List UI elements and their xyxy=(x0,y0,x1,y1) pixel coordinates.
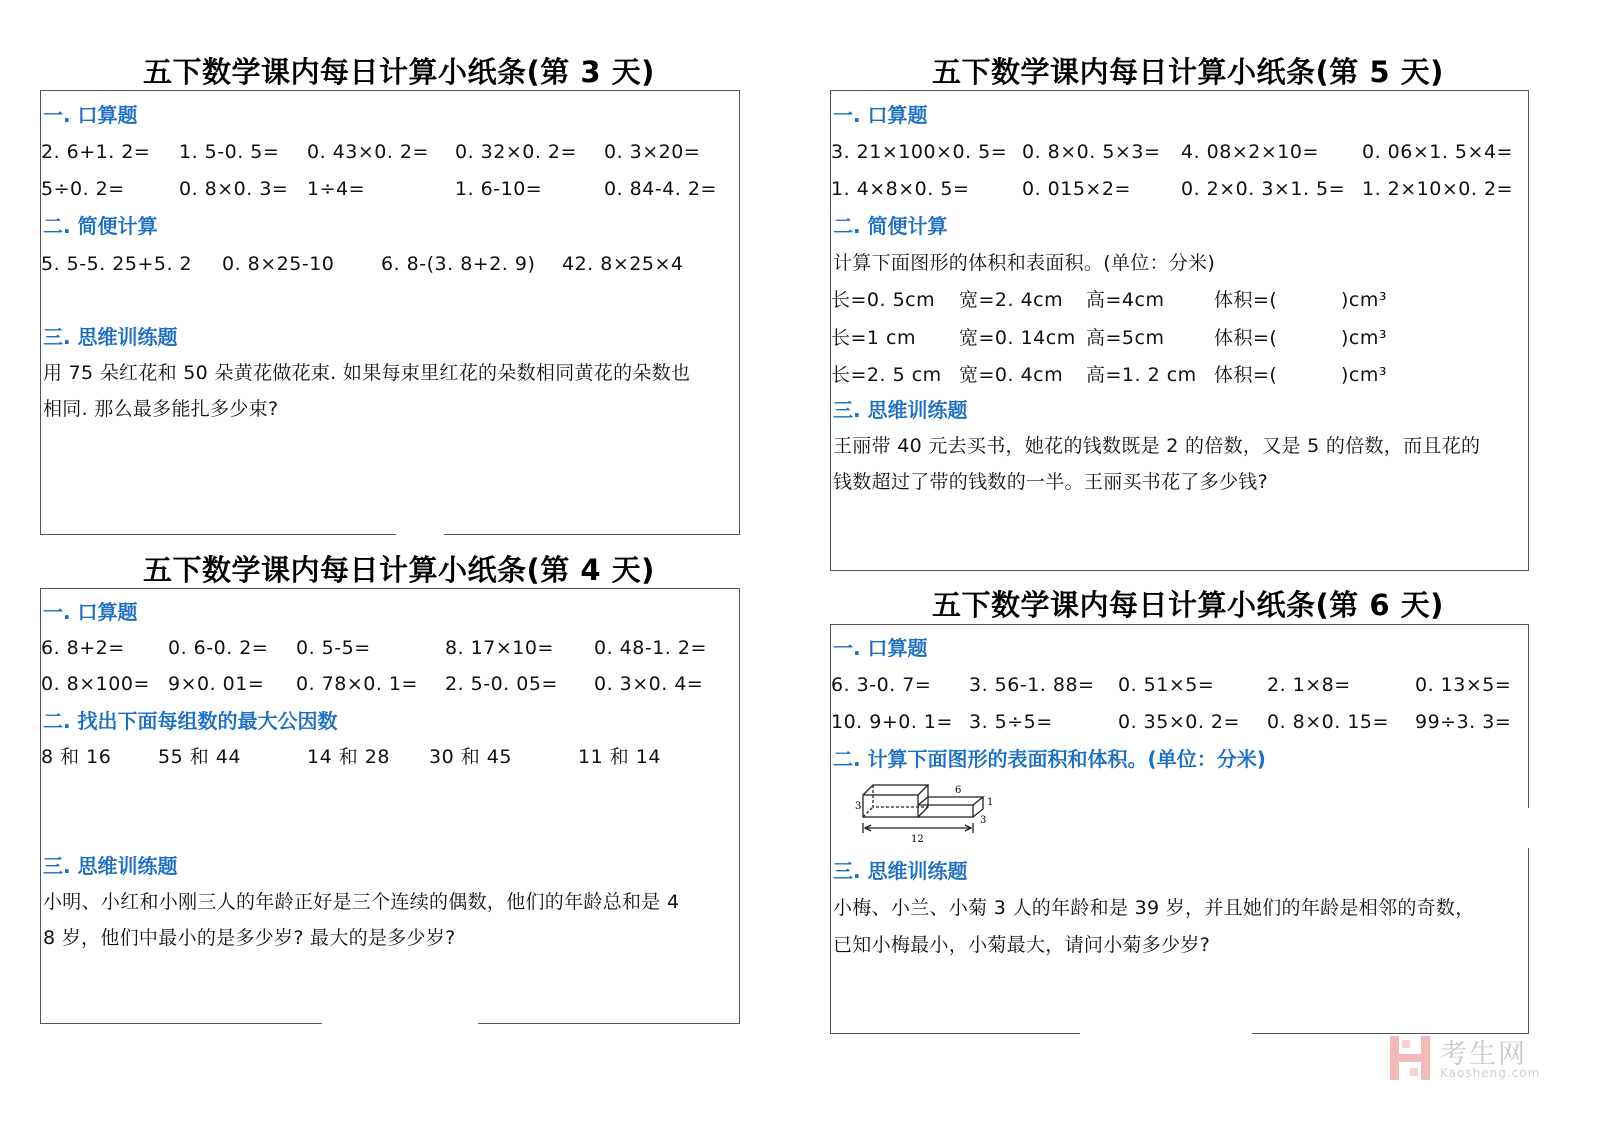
watermark-url: Kaosheng.com xyxy=(1440,1066,1541,1080)
border-gap xyxy=(1526,808,1532,848)
oral-item: 0. 84-4. 2= xyxy=(604,178,717,200)
oral-item: 0. 35×0. 2= xyxy=(1118,711,1240,733)
oral-item: 0. 43×0. 2= xyxy=(307,141,429,163)
oral-item: 2. 6+1. 2= xyxy=(41,141,151,163)
section-simple-heading: 二. 简便计算 xyxy=(43,214,158,238)
shape-width: 宽=0. 14cm xyxy=(959,327,1076,349)
figure-label-top: 6 xyxy=(955,785,962,796)
simple-item: 5. 5-5. 25+5. 2 xyxy=(41,253,193,275)
gcd-item: 11 和 14 xyxy=(578,746,661,768)
simple-item: 6. 8-(3. 8+2. 9) xyxy=(381,253,536,275)
card-day3 xyxy=(40,90,740,535)
shape-height: 高=1. 2 cm xyxy=(1086,364,1197,386)
oral-item: 9×0. 01= xyxy=(168,673,265,695)
oral-item: 0. 06×1. 5×4= xyxy=(1362,141,1513,163)
shape-height: 高=5cm xyxy=(1086,327,1165,349)
shape-volume-blank: 体积=( xyxy=(1214,289,1278,311)
oral-item: 6. 3-0. 7= xyxy=(831,674,932,696)
shape-width: 宽=2. 4cm xyxy=(959,289,1064,311)
gcd-item: 14 和 28 xyxy=(307,746,390,768)
oral-item: 0. 32×0. 2= xyxy=(455,141,577,163)
section-oral-heading: 一. 口算题 xyxy=(833,636,928,660)
gcd-item: 55 和 44 xyxy=(158,746,241,768)
thinking-text-line: 小明、小红和小刚三人的年龄正好是三个连续的偶数，他们的年龄总和是 4 xyxy=(43,891,680,913)
watermark xyxy=(1388,1032,1541,1086)
watermark-name: 考生网 xyxy=(1440,1039,1527,1070)
oral-item: 0. 8×100= xyxy=(41,673,150,695)
shape-width: 宽=0. 4cm xyxy=(959,364,1064,386)
oral-item: 0. 8×0. 5×3= xyxy=(1022,141,1161,163)
border-gap xyxy=(396,533,444,537)
section-oral-heading: 一. 口算题 xyxy=(833,103,928,127)
card-title-day3: 五下数学课内每日计算小纸条(第 3 天) xyxy=(143,55,655,89)
oral-item: 1. 6-10= xyxy=(455,178,543,200)
thinking-text-line: 王丽带 40 元去买书，她花的钱数既是 2 的倍数，又是 5 的倍数，而且花的 xyxy=(833,435,1481,457)
section-gcd-heading: 二. 找出下面每组数的最大公因数 xyxy=(43,709,338,733)
oral-item: 0. 78×0. 1= xyxy=(296,673,418,695)
section-simple-heading: 二. 简便计算 xyxy=(833,214,948,238)
oral-item: 1. 5-0. 5= xyxy=(179,141,280,163)
simple-item: 0. 8×25-10 xyxy=(222,253,335,275)
oral-item: 2. 1×8= xyxy=(1267,674,1351,696)
figure-label-right: 1 xyxy=(987,797,994,808)
oral-item: 0. 8×0. 15= xyxy=(1267,711,1389,733)
shape-instruction: 计算下面图形的体积和表面积。(单位：分米) xyxy=(833,252,1216,274)
cuboid-figure xyxy=(853,775,1033,847)
card-day5 xyxy=(830,90,1529,571)
shape-length: 长=0. 5cm xyxy=(831,289,936,311)
shape-length: 长=1 cm xyxy=(831,327,917,349)
section-thinking-heading: 三. 思维训练题 xyxy=(833,859,968,883)
oral-item: 1÷4= xyxy=(307,178,366,200)
oral-item: 0. 015×2= xyxy=(1022,178,1131,200)
oral-item: 0. 48-1. 2= xyxy=(594,637,707,659)
oral-item: 4. 08×2×10= xyxy=(1181,141,1319,163)
thinking-text-line: 钱数超过了带的钱数的一半。王丽买书花了多少钱? xyxy=(833,471,1268,493)
shape-height: 高=4cm xyxy=(1086,289,1165,311)
oral-item: 0. 3×0. 4= xyxy=(594,673,704,695)
thinking-text-line: 8 岁，他们中最小的是多少岁? 最大的是多少岁? xyxy=(43,927,456,949)
card-title-day5: 五下数学课内每日计算小纸条(第 5 天) xyxy=(932,55,1444,89)
shape-volume-blank: 体积=( xyxy=(1214,364,1278,386)
oral-item: 99÷3. 3= xyxy=(1415,711,1512,733)
shape-length: 长=2. 5 cm xyxy=(831,364,942,386)
section-thinking-heading: 三. 思维训练题 xyxy=(833,398,968,422)
thinking-text-line: 用 75 朵红花和 50 朵黄花做花束. 如果每束里红花的朵数相同黄花的朵数也 xyxy=(43,362,691,384)
thinking-text-line: 相同. 那么最多能扎多少束? xyxy=(43,398,279,420)
oral-item: 0. 3×20= xyxy=(604,141,701,163)
shape-volume-unit: )cm³ xyxy=(1341,364,1387,386)
card-title-day6: 五下数学课内每日计算小纸条(第 6 天) xyxy=(932,588,1444,622)
oral-item: 3. 56-1. 88= xyxy=(969,674,1095,696)
oral-item: 2. 5-0. 05= xyxy=(445,673,558,695)
section-figure-heading: 二. 计算下面图形的表面积和体积。(单位：分米) xyxy=(833,747,1266,771)
oral-item: 3. 21×100×0. 5= xyxy=(831,141,1008,163)
section-oral-heading: 一. 口算题 xyxy=(43,103,138,127)
oral-item: 6. 8+2= xyxy=(41,637,125,659)
oral-item: 0. 51×5= xyxy=(1118,674,1215,696)
section-thinking-heading: 三. 思维训练题 xyxy=(43,854,178,878)
shape-volume-unit: )cm³ xyxy=(1341,289,1387,311)
thinking-text-line: 已知小梅最小，小菊最大，请问小菊多少岁? xyxy=(833,934,1211,956)
card-day6 xyxy=(830,624,1529,1034)
oral-item: 0. 5-5= xyxy=(296,637,371,659)
gcd-item: 8 和 16 xyxy=(41,746,112,768)
watermark-logo-icon xyxy=(1388,1034,1432,1082)
oral-item: 5÷0. 2= xyxy=(41,178,125,200)
oral-item: 10. 9+0. 1= xyxy=(831,711,953,733)
oral-item: 8. 17×10= xyxy=(445,637,554,659)
figure-label-depth: 3 xyxy=(980,815,987,826)
card-title-day4: 五下数学课内每日计算小纸条(第 4 天) xyxy=(143,553,655,587)
card-day4 xyxy=(40,588,740,1024)
oral-item: 1. 2×10×0. 2= xyxy=(1362,178,1513,200)
thinking-text-line: 小梅、小兰、小菊 3 人的年龄和是 39 岁，并且她们的年龄是相邻的奇数， xyxy=(833,897,1475,919)
gcd-item: 30 和 45 xyxy=(429,746,512,768)
shape-volume-unit: )cm³ xyxy=(1341,327,1387,349)
section-thinking-heading: 三. 思维训练题 xyxy=(43,325,178,349)
oral-item: 0. 2×0. 3×1. 5= xyxy=(1181,178,1346,200)
oral-item: 0. 6-0. 2= xyxy=(168,637,269,659)
oral-item: 1. 4×8×0. 5= xyxy=(831,178,970,200)
shape-volume-blank: 体积=( xyxy=(1214,327,1278,349)
figure-label-bottom: 12 xyxy=(911,834,924,845)
border-gap xyxy=(322,1022,478,1026)
oral-item: 3. 5÷5= xyxy=(969,711,1053,733)
figure-label-height: 3 xyxy=(855,801,862,812)
border-gap xyxy=(1080,1032,1252,1036)
simple-item: 42. 8×25×4 xyxy=(562,253,684,275)
section-oral-heading: 一. 口算题 xyxy=(43,600,138,624)
oral-item: 0. 8×0. 3= xyxy=(179,178,289,200)
oral-item: 0. 13×5= xyxy=(1415,674,1512,696)
